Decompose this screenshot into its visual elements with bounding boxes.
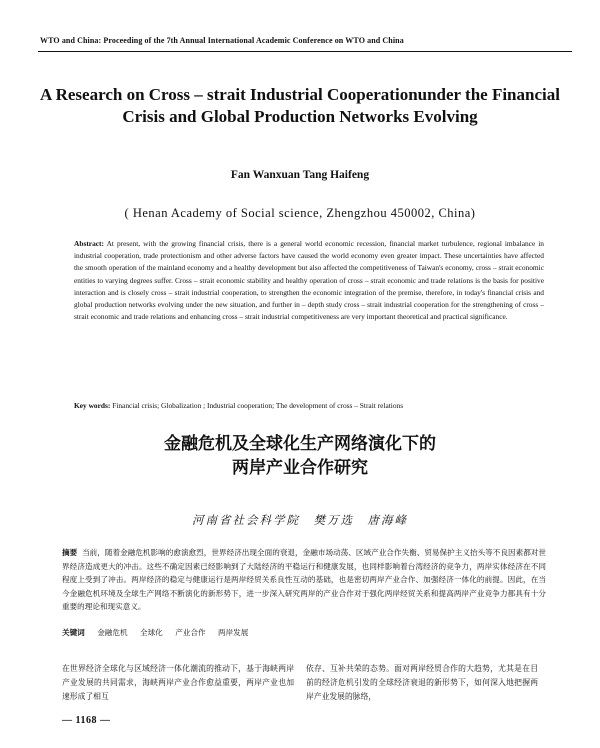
chinese-keywords-label: 关键词: [62, 628, 85, 637]
body-column-left: 在世界经济全球化与区域经济一体化潮流的推动下，基于海峡两岸产业发展的共同需求，海峡两岸产业合作愈益重要，两岸产业也加速形成了相互: [62, 664, 294, 701]
chinese-title-line-2: 两岸产业合作研究: [232, 458, 368, 478]
abstract-label: Abstract:: [74, 239, 104, 248]
abstract-text: At present, with the growing financial crisis, there is a general world economic recession, financial market turbulence, regional imbalance in industrial cooperation, trade protectionism and other adverse factors have caused the world economy even greater impact. These uncertainties have affected the smooth operation of the mainland economy and a healthy development but also affected the competitiveness of Taiwan's economy, cross – strait economic entities to varying degrees suffer. Cross – strait economic stability and healthy operation of cross – strait economic and trade relations is the basis for positive interaction and is closely cross – strait industrial cooperation, to strengthen the economic integration of the premise, therefore, in today's financial crisis and global production networks evolving under the new situation, and further in – depth study cross – strait industrial cooperation for the strengthening of cross – strait economic and trade relations and enhancing cross – strait industrial competitiveness are very important theoretical and practical significance.: [74, 239, 544, 322]
chinese-title: [40, 432, 560, 480]
chinese-title-line-1: 金融危机及全球化生产网络演化下的: [164, 434, 436, 454]
page-number: — 1168 —: [62, 715, 111, 726]
english-keywords: [74, 400, 544, 412]
english-abstract: [74, 238, 544, 323]
header-rule: [38, 51, 572, 52]
english-affiliation: ( Henan Academy of Social science, Zhengzhou 450002, China): [124, 206, 476, 220]
keywords-text: Financial crisis; Globalization ; Industrial cooperation; The development of cross – Strait relations: [112, 401, 404, 410]
english-title: A Research on Cross – strait Industrial Cooperationunder the Financial Crisis and Global Production Networks Evolving: [40, 85, 560, 126]
chinese-keyword: 金融危机: [97, 628, 128, 637]
chinese-authors: 河南省社会科学院 樊万选 唐海峰: [192, 513, 408, 527]
chinese-keyword: 全球化: [140, 628, 163, 637]
body-column-right: 依存、互补共荣的态势。面对两岸经贸合作的大趋势，尤其是在目前的经济危机引发的全球经济衰退的新形势下，如何深入地把握两岸产业发展的脉络，: [306, 664, 538, 701]
chinese-keywords: [62, 627, 546, 639]
chinese-keyword: 两岸发展: [218, 628, 249, 637]
chinese-abstract: [62, 546, 546, 614]
running-header: WTO and China: Proceeding of the 7th Annual International Academic Conference on WTO and China: [40, 36, 404, 45]
chinese-keyword: 产业合作: [175, 628, 206, 637]
chinese-abstract-text: 当前，随着金融危机影响的愈演愈烈，世界经济出现全面的衰退，金融市场动荡、区域产业合作失衡、贸易保护主义抬头等不良因素都对世界经济造成更大的冲击。这些不确定因素已经影响到了大陆经济的平稳运行和健康发展，也同样影响着台湾经济的竞争力，两岸实体经济在不同程度上受到了冲击。两岸经济的稳定与健康运行是两岸经贸关系良性互动的基础，也是密切两岸产业合作、加强经济一体化的前提。因此，在当今金融危机环境及全球生产网络不断演化的新形势下，进一步深入研究两岸的产业合作对于强化两岸经贸关系和提高两岸产业竞争力都具有十分重要的理论和现实意义。: [62, 548, 547, 612]
english-authors: Fan Wanxuan Tang Haifeng: [230, 169, 370, 181]
chinese-abstract-label: 摘要: [62, 548, 78, 557]
keywords-label: Key words:: [74, 401, 111, 410]
